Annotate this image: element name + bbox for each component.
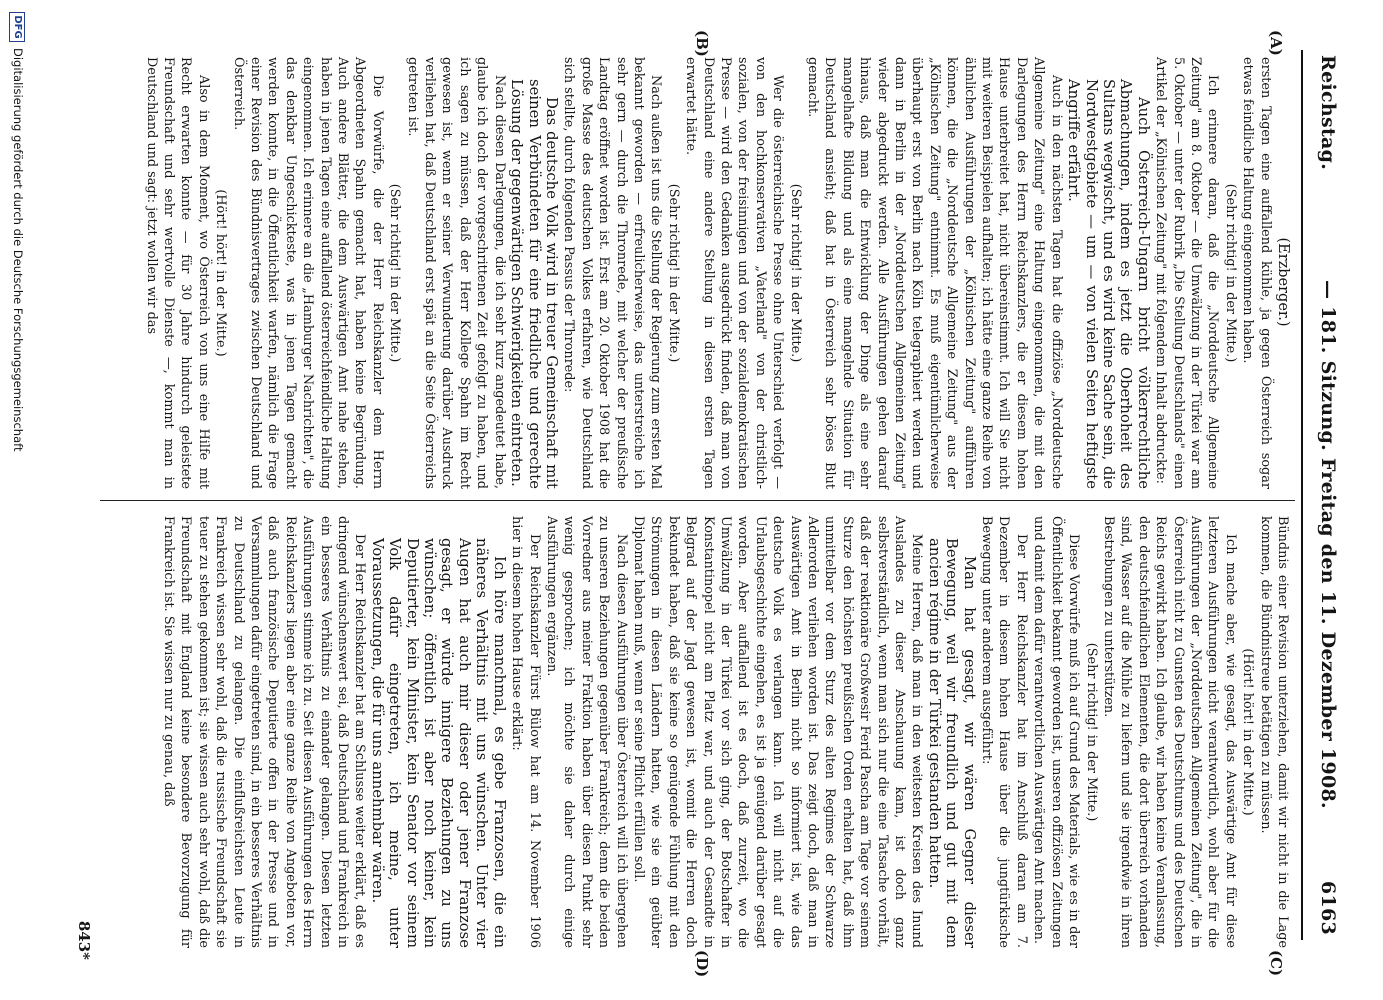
- paragraph: Der Herr Reichskanzler hat im Anschluß daran am 7. Dezember in diesem hohen Hause über die jungtürkische Bewegung unter anderem ausgeführt:: [979, 516, 1029, 948]
- applause-note: (Sehr richtig! in der Mitte.): [1222, 183, 1238, 363]
- credit-text: Digitalisierung gefördert durch die Deutsche Forschungsgemeinschaft: [11, 48, 25, 452]
- paragraph: Also in dem Moment, wo Österreich von uns eine Hilfe mit Recht erwarten konnte — für 30 Jahre hindurch geleistete Freundschaft und sehr wertvolle Dienste —, kommt man in Deutschland und sagt: jetzt wollen wir das: [143, 57, 211, 489]
- right-column: [160, 516, 1291, 948]
- applause-note: (Sehr richtig! in der Mitte.): [1083, 642, 1099, 822]
- quotation: Das deutsche Volk wird in treuer Gemeinschaft mit seinen Verbündeten für eine friedliche und gerechte Lösung der gegenwärtigen Schwierigkeiten eintreten.: [508, 79, 560, 489]
- header-rule: [1301, 50, 1303, 940]
- quotation: Ich höre manchmal, es gebe Franzosen, die ein näheres Verhältnis mit uns wünschen. Unter vier Augen hat auch mir dieser oder jener Franzose gesagt, er würde innigere Beziehungen zu uns wünschen; öffentlich ist aber noch keiner, kein Deputierter, kein Minister, kein Senator vor seinem Volk dafür eingetreten, ich meine, unter Voraussetzungen, die für uns annehmbar wären.: [368, 538, 508, 948]
- applause-note: (Hört! hört! in der Mitte.): [213, 189, 229, 357]
- paragraph: Bündnis einer Revision unterziehen, damit wir nicht in die Lage kommen, die Bündnistreue betätigen zu müssen.: [1257, 516, 1290, 948]
- quotation: Man hat gesagt, wir wären Gegner dieser Bewegung, weil wir freundlich und gut mit dem ancien régime in der Türkei gestanden hatten.: [925, 538, 978, 948]
- margin-mark-d: (D): [693, 950, 711, 978]
- quotation: Auch Österreich-Ungarn bricht völkerrechtliche Abmachungen, indem es jetzt die Oberhoheit des Sultans wegwischt, und es wird keine Sache sein, die Nordwestgebiete — um — von vielen Seiten heftigste Angriffe erfährt.: [1065, 79, 1152, 489]
- speaker-name: (Erzberger.): [1275, 237, 1291, 327]
- header-title: Reichstag.: [1317, 55, 1339, 171]
- paragraph: Auch in den nächsten Tagen hat die offiziöse „Norddeutsche Allgemeine Zeitung" eine Haltung eingenommen, die mit den Darlegungen des Herrn Reichskanzlers, die er diesem hohen Hause unterbreitet hat, nicht übereinstimmt. Ich will Sie nicht mit weiteren Beispielen aufhalten; ich hätte eine ganze Reihe von ähnlichen Ausführungen der „Kölnischen Zeitung" aufführen können, die die „Norddeutsche Allgemeine Zeitung" aus der „Kölnischen Zeitung" entnimmt. Es muß eigentümlicherweise überhaupt erst von Berlin nach Köln telegraphiert werden und dann in Berlin in der „Norddeutschen Allgemeinen Zeitung" wieder abgedruckt werden. Alle Ausführungen gehen darauf hinaus, daß man die Entwicklung der Dinge als eine sehr mangelhafte Bildung und als eine mangelnde Situation für Deutschland ansieht; daß hat in Österreich sehr böses Blut gemacht.: [805, 57, 1064, 489]
- paragraph: Diese Vorwürfe muß ich auf Grund des Materials, wie es in der Öffentlichkeit bekannt geworden ist, unseren offiziösen Zeitungen und damit dem dafür verantwortlichen Auswärtigen Amt machen.: [1031, 516, 1082, 948]
- left-column: [142, 57, 1291, 489]
- paragraph: Wer die österreichische Presse ohne Unterschied verfolgt — von den hochkonservativen „Vaterland" von der christlich-sozialen, von der freisinnigen und von der sozialdemokratischen Presse — wird den Gedanken ausgedrückt finden, daß man von Deutschland eine andere Stellung in diesen ersten Tagen erwartet hätte.: [683, 57, 786, 489]
- digitization-credit: [7, 12, 25, 972]
- page-header: [1309, 55, 1339, 935]
- margin-mark-c: (C): [1267, 950, 1285, 977]
- paragraph: Die Vorwürfe, die der Herr Reichskanzler dem Herrn Abgeordneten Spahn gemacht hat, haben keine Begründung. Auch andere Blätter, die dem Auswärtigen Amt nahe stehen, haben in jenen Tagen eine auffallend österreichfeindliche Haltung eingenommen. Ich erinnere an die „Hamburger Nachrichten", die das denkbar Ungeschickteste, was in jenen Tagen gemacht werden konnte, in die Öffentlichkeit warfen, nämlich die Frage einer Revision des Bündnisvertrages zwischen Deutschland und Österreich.: [230, 57, 385, 489]
- applause-note: (Sehr richtig! in der Mitte.): [387, 183, 403, 363]
- applause-note: (Sehr richtig! in der Mitte.): [665, 183, 681, 363]
- footer-page-mark: 843*: [75, 920, 93, 960]
- paragraph: Meine Herren, daß man in den weitesten Kreisen des Inund Auslandes zu dieser Anschauung kam, ist doch ganz selbstverständlich, wenn man sich nur die eine Tatsache vorhält, daß der reaktionäre Großwesir Ferid Pascha am Tage vor seinem Sturze den höchsten preußischen Orden erhalten hat, daß ihm unmittelbar vor dem Sturz des alten Regimes der Schwarze Adlerorden verliehen worden ist. Das zeigt doch, daß man in Auswärtigen Amt in Berlin nicht so informiert ist, wie das deutsche Volk es verlangen kann. Ich will nicht auf die Urlaubsgeschichte eingehen, es ist ja genügend darüber gesagt worden. Aber auffallend ist es doch, daß zurzeit, wo die Umwälzung in der Türkei vor sich ging, der Botschafter in Konstantinopel nicht am Platz war, und auch der Gesandte in Belgrad auf der Jagd gewesen ist, womit die Herren doch bekundet haben, daß sie keine so genügende Fühlung mit den Strömungen in diesen Ländern hatten, wie sie ein geübter Diplomat haben muß, wenn er seine Pflicht erfüllen soll.: [630, 516, 925, 948]
- column-divider: [100, 500, 1295, 501]
- applause-note: (Hört! hört! in der Mitte.): [1240, 648, 1256, 816]
- paragraph: Der Herr Reichskanzler hat am Schlusse weiter erklärt, daß es dringend wünschenswert sei, daß Deutschland und Frankreich in ein besseres Verhältnis zu einander gelangen. Diesen letzten Ausführungen stimme ich zu. Seit diesen Ausführungen des Herrn Reichskanzlers liegen aber eine ganze Reihe von Angeboten vor, daß auch französische Deputierte offen in der Presse und in Versammlungen dafür eingetreten sind, in ein besseres Verhältnis zu Deutschland zu gelangen. Die einflußreichsten Leute in Frankreich wissen sehr wohl, daß die russische Freundschaft sie teuer zu stehen gekommen ist; sie wissen auch sehr wohl, daß die Freundschaft mit England keine besondere Bevorzugung für Frankreich ist. Sie wissen nur zu genau, daß: [161, 516, 368, 948]
- paragraph: Ich erinnere daran, daß die „Norddeutsche Allgemeine Zeitung" am 8. Oktober — die Umwälzung in der Türkei war am 5. Oktober — unter der Rubrik „Die Stellung Deutschlands" einen Artikel der „Kölnischen Zeitung" mit folgendem Inhalt abdruckte:: [1153, 57, 1221, 489]
- margin-mark-a: (A): [1267, 30, 1285, 56]
- paragraph: Nach diesen Darlegungen, die ich sehr kurz angedeutet habe, glaube ich doch der vorgeschrittenen Zeit gefolgt zu haben, und ich sagen zu müssen, daß der Herr Kollege Spahn im Recht gewesen ist, wenn er seiner Verwunderung darüber Ausdruck verliehen hat, daß Deutschland erst spät an die Seite Österreichs getreten ist.: [404, 57, 507, 489]
- dfg-logo-icon: DFG: [9, 12, 25, 42]
- margin-mark-b: (B): [693, 30, 711, 57]
- paragraph: Der Reichskanzler Fürst Bülow hat am 14. November 1906 hier in diesem hohen Hause erklärt:: [509, 516, 542, 948]
- applause-note: (Sehr richtig! in der Mitte.): [787, 183, 803, 363]
- paragraph: ersten Tagen eine auffallend kühle, ja gegen Österreich sogar etwas feindliche Haltung eingenommen haben.: [1240, 57, 1273, 489]
- paragraph: Ich mache aber, wie gesagt, das Auswärtige Amt für diese letzteren Ausführungen nicht verantwortlich, wohl aber für die Ausführungen der „Norddeutschen Allgemeinen Zeitung", die in Österreich nicht zu Gunsten des Deutschtums und des Deutschen Reichs gewirkt haben. Ich glaube, wir haben keine Veranlassung, den deutschfeindlichen Elementen, die dort überreich vorhanden sind, Wasser auf die Mühle zu liefern und sie irgendwie in ihren Bestrebungen zu unterstützen.: [1100, 516, 1238, 948]
- header-session-date: — 181. Sitzung. Freitag den 11. Dezember 1908.: [1317, 280, 1339, 809]
- paragraph: Nach diesen Ausführungen über Österreich will ich übergehen zu unseren Beziehungen gegenüber Frankreich; denn die beiden Vorredner aus meiner Fraktion haben über diesen Punkt sehr wenig gesprochen; ich möchte sie daher durch einige Ausführungen ergänzen.: [543, 516, 629, 948]
- header-page-number: 6163: [1317, 880, 1339, 935]
- paragraph: Nach außen ist uns die Stellung der Regierung zum ersten Mal bekannt geworden — erfreulicherweise, das unterstreiche ich sehr gern — durch die Thronrede, mit welcher der preußische Landtag eröffnet worden ist. Erst am 20. Oktober 1908 hat die große Masse des deutschen Volkes erfahren, wie Deutschland sich stellte, durch folgenden Passus der Thronrede:: [561, 57, 664, 489]
